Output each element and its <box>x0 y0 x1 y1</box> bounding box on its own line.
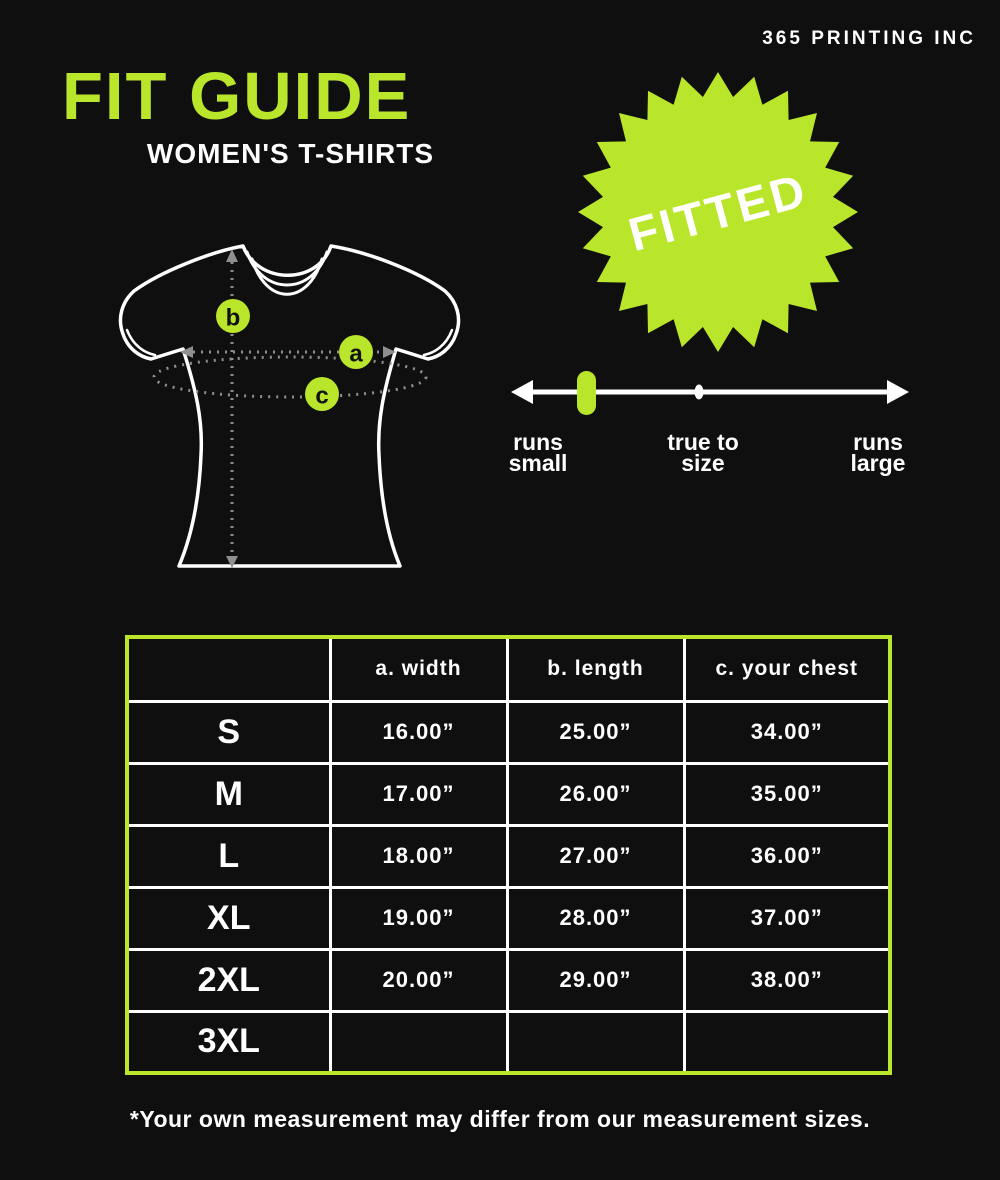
fit-indicator <box>577 371 596 415</box>
width-cell: 20.00” <box>330 949 507 1011</box>
chest-cell: 36.00” <box>684 825 890 887</box>
length-cell: 29.00” <box>507 949 684 1011</box>
width-cell: 18.00” <box>330 825 507 887</box>
table-row <box>127 1011 890 1073</box>
page-title: FIT GUIDE <box>62 59 412 134</box>
marker-a <box>339 335 373 369</box>
marker-b <box>216 299 250 333</box>
size-cell: M <box>127 763 330 825</box>
brand-name: 365 PRINTING INC <box>762 28 976 49</box>
marker-c-label: c <box>315 382 329 410</box>
length-cell: 25.00” <box>507 701 684 763</box>
tshirt-diagram <box>113 226 463 586</box>
chest-cell: 34.00” <box>684 701 890 763</box>
scale-label-line: size <box>681 450 725 476</box>
length-cell: 27.00” <box>507 825 684 887</box>
header-width-cell: a. width <box>330 637 507 701</box>
size-cell: S <box>127 701 330 763</box>
header-chest-cell: c. your chest <box>684 637 890 701</box>
table-header-row <box>127 637 890 701</box>
header-size-cell <box>127 637 330 701</box>
fit-scale <box>495 360 925 425</box>
length-measure-line <box>226 249 238 568</box>
length-cell <box>507 1011 684 1073</box>
center-tick-dot <box>695 385 704 400</box>
size-cell: L <box>127 825 330 887</box>
table-row <box>127 701 890 763</box>
fitted-badge-label: FITTED <box>623 162 813 262</box>
chest-cell: 37.00” <box>684 887 890 949</box>
scale-label-line: runs <box>513 429 563 455</box>
marker-c <box>305 377 339 411</box>
table-row <box>127 949 890 1011</box>
width-cell <box>330 1011 507 1073</box>
size-cell: 3XL <box>127 1011 330 1073</box>
width-cell: 19.00” <box>330 887 507 949</box>
scale-label-line: large <box>850 450 906 476</box>
tshirt-outline-icon <box>120 246 458 566</box>
size-table <box>125 635 892 1075</box>
size-cell: XL <box>127 887 330 949</box>
width-cell: 16.00” <box>330 701 507 763</box>
arrow-right-icon <box>887 380 909 404</box>
size-cell: 2XL <box>127 949 330 1011</box>
table-row <box>127 763 890 825</box>
width-cell: 17.00” <box>330 763 507 825</box>
scale-label-line: small <box>508 450 568 476</box>
fitted-badge <box>568 62 868 362</box>
table-row <box>127 825 890 887</box>
length-cell: 28.00” <box>507 887 684 949</box>
scale-label-runs-small <box>478 429 598 476</box>
measurement-disclaimer: *Your own measurement may differ from our measurement sizes. <box>129 1106 871 1132</box>
page-subtitle: WOMEN'S T-SHIRTS <box>146 138 434 169</box>
chest-cell: 35.00” <box>684 763 890 825</box>
marker-a-label: a <box>349 340 363 368</box>
chest-cell: 38.00” <box>684 949 890 1011</box>
marker-b-label: b <box>225 304 241 332</box>
scale-label-line: true to <box>667 429 739 455</box>
chest-cell <box>684 1011 890 1073</box>
table-row <box>127 887 890 949</box>
arrow-left-icon <box>511 380 533 404</box>
scale-label-line: runs <box>853 429 903 455</box>
scale-label-true-to-size <box>643 429 763 476</box>
header-length-cell: b. length <box>507 637 684 701</box>
length-cell: 26.00” <box>507 763 684 825</box>
scale-label-runs-large <box>818 429 938 476</box>
